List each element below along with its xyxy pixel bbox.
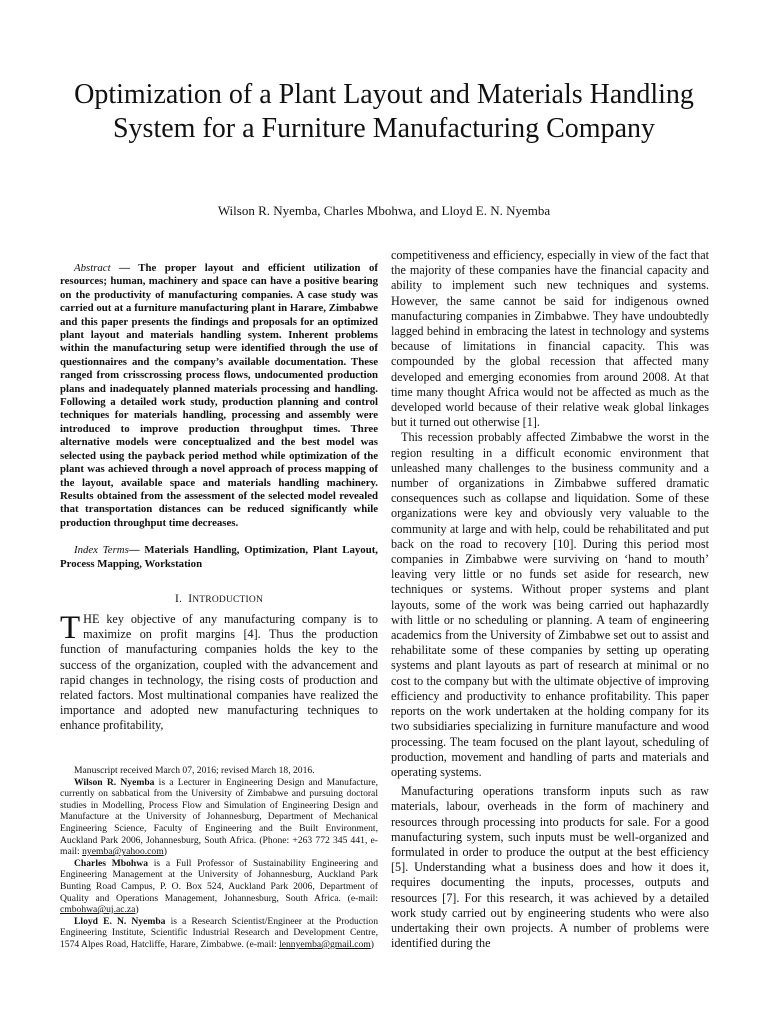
introduction-text: HE key objective of any manufacturing company is to maximize on profit margins [4]. Thus the production function of manufacturing companies holds the key to the success of the organization, coupled with the advancement and rapid changes in technology, the rising costs of production and related factors. Most multinational companies have realized the importance and adopted new manufacturing techniques to enhance profitability, bbox=[60, 611, 378, 733]
section-title-initial: I bbox=[188, 592, 193, 605]
footnote-wilson-end: ) bbox=[163, 846, 167, 858]
abstract bbox=[60, 262, 378, 530]
footnote-lloyd-end: ) bbox=[370, 938, 374, 950]
footnote-charles-end: ) bbox=[135, 904, 139, 916]
footnote-wilson-text: is a Lecturer in Engineering Design and Manufacture, currently on sabbatical from the University of Zimbabwe and pursuing doctoral studies in Modelling, Process Flow and Simulation of Engineering Design and Manufacture at the University of Johannesburg, Department of Mechanical Engineering Science, Faculty of Engineering and the Built Environment, Auckland Park 2006, Johannesburg, South Africa. (Phone: +263 772 345 441, e-mail: bbox=[60, 776, 378, 858]
footnote-lloyd-name: Lloyd E. N. Nyemba bbox=[74, 915, 166, 927]
abstract-dash: — bbox=[110, 262, 139, 274]
email-link-charles[interactable]: cmbohwa@uj.ac.za bbox=[60, 904, 136, 916]
footnote-charles-name: Charles Mbohwa bbox=[74, 857, 148, 869]
footnote-lloyd bbox=[60, 916, 378, 951]
author-list: Wilson R. Nyemba, Charles Mbohwa, and Lloyd E. N. Nyemba bbox=[217, 203, 551, 218]
drop-cap: T bbox=[60, 609, 81, 646]
index-terms-text: Materials Handling, Optimization, Plant Layout, Process Mapping, Workstation bbox=[60, 544, 378, 570]
footnotes bbox=[60, 765, 378, 951]
abstract-text: The proper layout and efficient utilization of resources; human, machinery and space can have a positive bearing on the productivity of manufacturing companies. A case study was carried out at a furniture manufacturing plant in Harare, Zimbabwe and this paper presents the findings and proposals for an optimized plant layout and materials handling system. Inherent problems within the manufacturing setup were identified through the use of questionnaires and the company’s available documentation. These ranged from crisscrossing process flows, undocumented production plans and inadequately planned materials processing and handling. Following a detailed work study, production planning and control techniques for materials handling, processing and assembly were introduced to improve production throughput times. Three alternative models were conceptualized and the best model was selected using the payback period method while optimization of the plant was achieved through a novel approach of process mapping of the layout, available space and materials handling machinery. Results obtained from the assessment of the selected model revealed that transportation distances can be reduced significantly while production throughput time decreases. bbox=[60, 262, 378, 529]
body-paragraph-3: Manufacturing operations transform inputs such as raw materials, labour, overheads in the form of machinery and resources through processing into products for sale. For a good manufacturing system, such inputs must be well-organized and formulated in order to produce the output at the best efficiency [5]. Understanding what a business does and how it does it, requires documenting the inputs, processes, outputs and resources [7]. For this research, it was achieved by a detailed work study carried out by engineering students who were also undertaking their own projects. A number of problems were identified during the bbox=[391, 784, 709, 951]
footnote-wilson bbox=[60, 777, 378, 858]
email-link-lloyd[interactable]: lennyemba@gmail.com bbox=[279, 938, 371, 950]
body-paragraph-2: This recession probably affected Zimbabwe the worst in the region resulting in a difficult economic environment that unleashed many challenges to the business community and a number of organizations in Zimbabwe suffered dramatic consequences such as collapse and liquidation. Some of these organizations were key and obviously very valuable to the community at large and with help, could be rehabilitated and put back on the road to recovery [10]. During this period most companies in Zimbabwe were surviving on ‘hand to mouth’ leaving very little or no funds set aside for research, new techniques or systems. Without proper systems and plant layouts, some of the work was being carried out haphazardly with little or no scheduling or planning. A team of engineering academics from the University of Zimbabwe set out to assist and rehabilitate some of these companies by setting up operating systems and plant layouts as part of research at minimal or no cost to the company but with the ultimate objective of improving efficiency and productivity to enhance profitability. This paper reports on the work undertaken at the holding company for its two subsidiaries specializing in furniture manufacture and wood processing. The team focused on the plant layout, scheduling of production, movement and handling of parts and materials and operating systems. bbox=[391, 430, 709, 779]
email-link-wilson[interactable]: nyemba@yahoo.com bbox=[82, 846, 164, 858]
footnote-lloyd-text: is a Research Scientist/Engineer at the Production Engineering Institute, Scientific Industrial Research and Development Centre, 1574 Alpes Road, Hatcliffe, Harare, Zimbabwe. (e-mail: bbox=[60, 915, 378, 950]
body-paragraph-1: competitiveness and efficiency, especially in view of the fact that the majority of these companies have the financial capacity and ability to implement such new techniques and systems. However, the same cannot be said for indigenous owned manufacturing companies in Zimbabwe. They have undoubtedly lagged behind in embracing the latest in technology and systems because of limitations in financial capacity. This was compounded by the global recession that affected many developed and emerging economies from around 2008. At that time many thought Africa would not be affected as much as the developed world because of their relative weak global linkages but it turned out otherwise [1]. bbox=[391, 248, 709, 430]
index-terms bbox=[60, 544, 378, 571]
footnote-wilson-name: Wilson R. Nyemba bbox=[74, 776, 155, 788]
section-number: I. bbox=[174, 592, 183, 605]
left-column bbox=[60, 248, 378, 734]
right-column bbox=[391, 248, 709, 951]
introduction-paragraph bbox=[60, 609, 378, 734]
index-terms-label: Index Terms bbox=[74, 544, 129, 557]
section-title-rest: NTRODUCTION bbox=[192, 594, 264, 605]
abstract-label: Abstract bbox=[74, 262, 111, 274]
section-heading-introduction bbox=[60, 593, 378, 605]
footnote-received: Manuscript received March 07, 2016; revised March 18, 2016. bbox=[74, 765, 315, 776]
footnote-charles-text: is a Full Professor of Sustainability Engineering and Engineering Management at the University of Johannesburg, Auckland Park Bunting Road Campus, P. O. Box 524, Auckland Park 2006, Department of Quality and Operations Management, Johannesburg, South Africa. (e-mail: bbox=[60, 857, 379, 904]
footnote-charles bbox=[60, 858, 378, 916]
paper-title: Optimization of a Plant Layout and Materials Handling System for a Furniture Manufacturing Company bbox=[74, 79, 694, 144]
index-terms-dash: — bbox=[128, 544, 145, 557]
